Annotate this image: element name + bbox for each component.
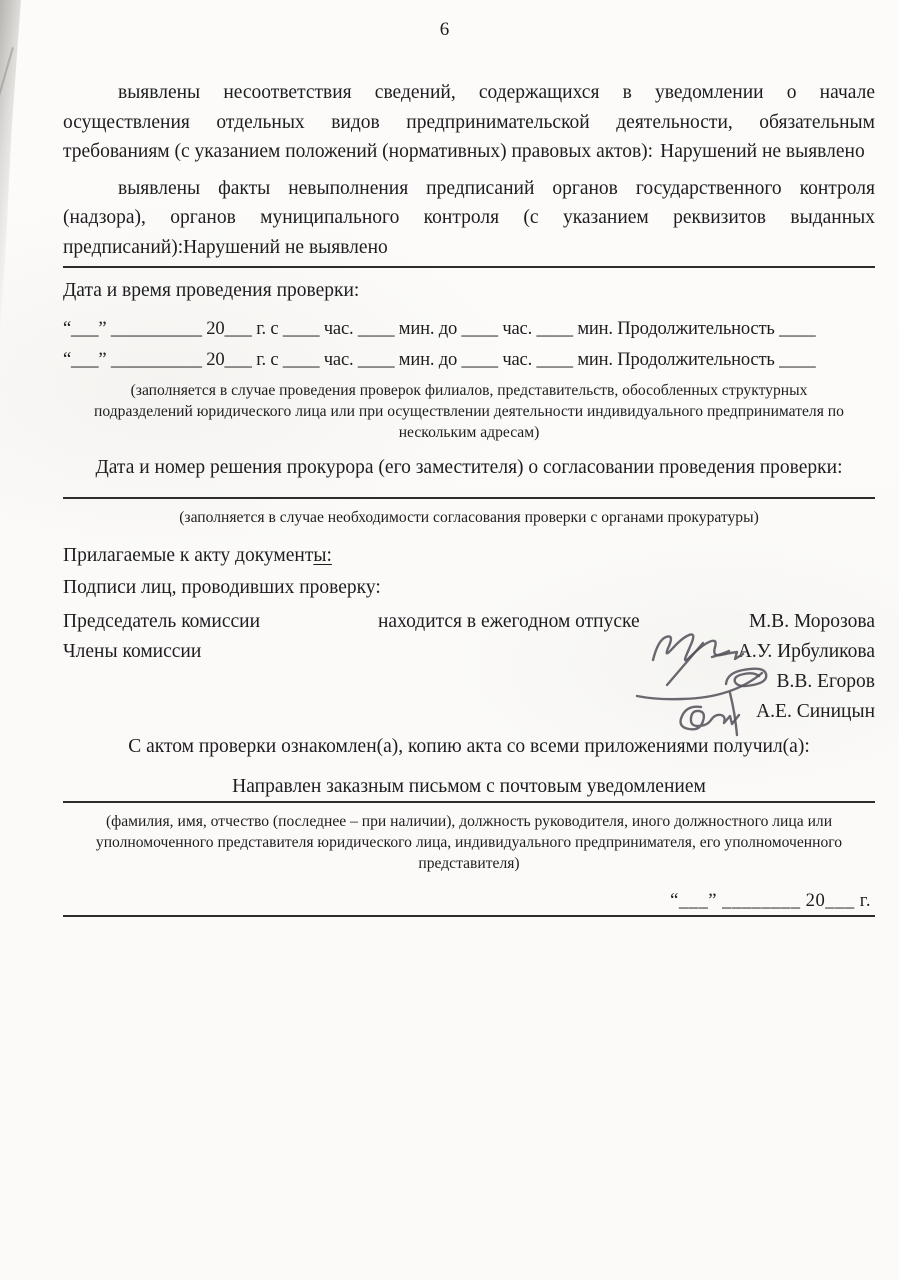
attachments-label-underlined: ы: bbox=[313, 545, 332, 566]
acknowledgment-value: Направлен заказным письмом с почтовым уведомлением bbox=[232, 776, 706, 797]
horizontal-rule bbox=[63, 801, 875, 803]
member-name: А.Е. Синицын bbox=[756, 701, 875, 722]
paragraph-notification-discrepancies-label: выявлены несоответствия сведений, содержащихся в уведомлении о начале осуществления отдельных видов предпринимательской деятельности, обязательным требованиям (с указанием положений (нормативных) правовых актов): bbox=[63, 82, 875, 162]
inspection-date-line-2: “___” __________ 20___ г. с ____ час. ____ мин. до ____ час. ____ мин. Продолжительность ____ bbox=[63, 349, 816, 370]
chairman-label: Председатель комиссии bbox=[63, 611, 261, 632]
members-label: Члены комиссии bbox=[63, 641, 202, 662]
horizontal-rule bbox=[63, 497, 875, 499]
prosecutor-note: (заполняется в случае необходимости согласования проверки с органами прокуратуры) bbox=[179, 509, 759, 526]
paragraph-notification-discrepancies-value: Нарушений не выявлено bbox=[660, 141, 865, 162]
inspection-time-note: (заполняется в случае проведения проверок филиалов, представительств, обособленных структурных подразделений юридического лица или при осуществлении деятельности индивидуального предпринимателя по нескольким адресам) bbox=[94, 382, 844, 441]
paragraph-notification-discrepancies bbox=[63, 78, 875, 167]
attachments-label bbox=[63, 541, 875, 571]
signature-row-member-3 bbox=[63, 697, 875, 727]
signature-row-member-1 bbox=[63, 637, 875, 667]
paragraph-unfulfilled-orders bbox=[63, 174, 875, 263]
signature-row-member-2 bbox=[63, 667, 875, 697]
paragraph-unfulfilled-orders-label: выявлены факты невыполнения предписаний органов государственного контроля (надзора), органов муниципального контроля (с указанием реквизитов выданных предписаний): bbox=[63, 177, 875, 258]
prosecutor-decision-heading: Дата и номер решения прокурора (его заместителя) о согласовании проведения проверки: bbox=[95, 457, 843, 478]
chairman-status-note: находится в ежегодном отпуске bbox=[378, 611, 640, 632]
page-number: 6 bbox=[439, 19, 450, 40]
inspection-time-heading: Дата и время проведения проверки: bbox=[63, 280, 360, 301]
signatures-heading: Подписи лиц, проводивших проверку: bbox=[63, 577, 381, 598]
chairman-name: М.В. Морозова bbox=[748, 611, 875, 632]
acknowledgment-note: (фамилия, имя, отчество (последнее – при наличии), должность руководителя, иного должностного лица или уполномоченного представителя юридического лица, индивидуального предпринимателя, его уполномоченного представителя) bbox=[95, 813, 843, 872]
horizontal-rule bbox=[63, 915, 875, 917]
signatures-block bbox=[63, 607, 875, 727]
acknowledgment-date-blank: “___” ________ 20___ г. bbox=[670, 890, 871, 911]
inspection-date-line-1: “___” __________ 20___ г. с ____ час. ____ мин. до ____ час. ____ мин. Продолжительность ____ bbox=[63, 318, 816, 339]
paragraph-unfulfilled-orders-value: Нарушений не выявлено bbox=[183, 236, 388, 258]
attachments-label-main: Прилагаемые к акту документ bbox=[63, 545, 314, 566]
horizontal-rule bbox=[63, 266, 875, 268]
signature-row-chairman bbox=[63, 607, 875, 637]
member-name: В.В. Егоров bbox=[776, 671, 875, 692]
acknowledgment-text: С актом проверки ознакомлен(а), копию акта со всеми приложениями получил(а): bbox=[128, 736, 810, 757]
member-name: А.У. Ирбуликова bbox=[737, 641, 875, 662]
document-content bbox=[0, 78, 899, 917]
